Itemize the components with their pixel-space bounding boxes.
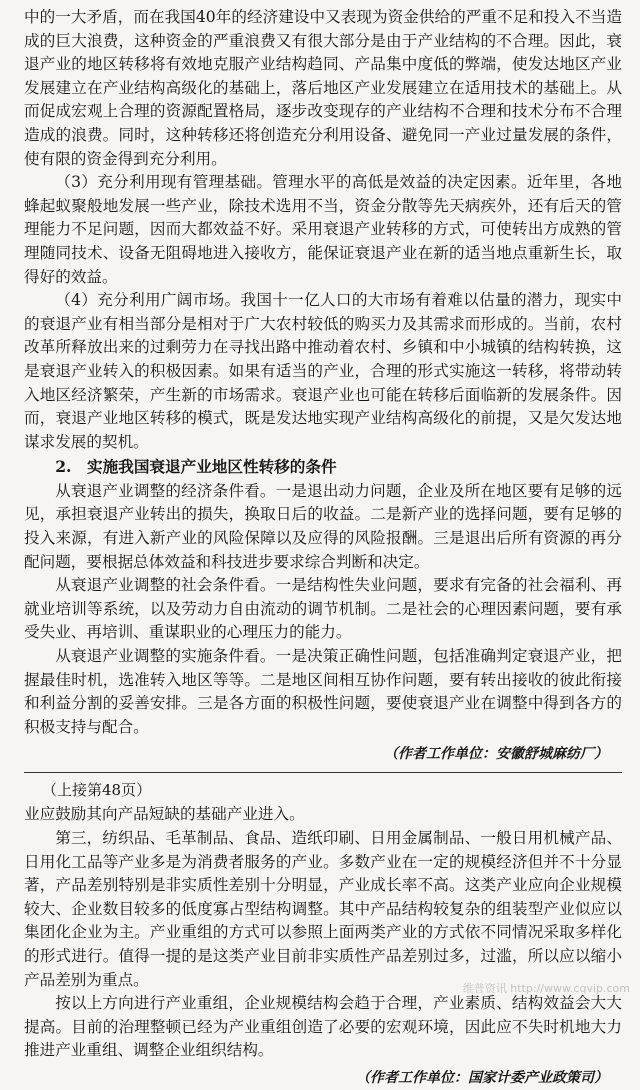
author-affiliation-top: （作者工作单位：安徽舒城麻纺厂）	[384, 746, 608, 763]
watermark-text: 维普资讯 http://www.cqvip.com	[462, 982, 630, 995]
paragraph-management-basis: （3）充分利用现有管理基础。管理水平的高低是效益的决定因素。近年里，各地蜂起蚁聚般地发展一些产业，除技术选用不当，资金分散等先天病疾外，还有后天的管理能力不足问题，因而大都效益不好。采用衰退产业转移的方式，可使转出方成熟的管理随同技术、设备无阻碍地进入接收方，能保证衰退产业在新的适当地点重新生长，取得好的效益。	[24, 173, 622, 286]
paragraph-restructuring-direction: 按以上方向进行产业重组，企业规模结构会趋于合理，产业素质、结构效益会大大提高。目前的治理整顿已经为产业重组创造了必要的宏观环境，因此应不失时机地大力推进产业重组、调整企业组织结构。	[24, 994, 622, 1060]
author-affiliation-bottom: （作者工作单位：国家计委产业政策司）	[356, 1069, 608, 1086]
top-article-section	[24, 6, 622, 766]
paragraph-consumer-industries: 第三，纺织品、毛革制品、食品、造纸印刷、日用金属制品、一般日用机械产品、日用化工品等产业多是为消费者服务的产业。多数产业在一定的规模经济但并不十分显著，产品差别特别是非实质性差别十分明显，产业成长率不高。这类产业应向企业规模较大、企业数目较多的低度寡占型结构调整。其中产品结构较复杂的组装型产业似应以集团化企业为主。产业重组的方式可以参照上面两类产业的方式依不同情况采取多样化的形式进行。值得一提的是这类产业目前非实质性产品差别过多，过滥，所以应以缩小产品差别为重点。	[24, 829, 622, 989]
paragraph-broad-market: （4）充分利用广阔市场。我国十一亿人口的大市场有着难以估量的潜力，现实中的衰退产业有相当部分是相对于广大农村较低的购买力及其需求而形成的。当前，农村改革所释放出来的过剩劳力在寻找出路中推动着农村、乡镇和中小城镇的结构转换，这是衰退产业转入的积极因素。如果有适当的产业，合理的形式实施这一转移，将带动转入地区经济繁荣，产生新的市场需求。衰退产业也可能在转移后面临新的发展条件。因而，衰退产业地区转移的模式，既是发达地实现产业结构高级化的前提，又是欠发达地谋求发展的契机。	[24, 291, 622, 451]
paragraph-economic-conditions: 从衰退产业调整的经济条件看。一是退出动力问题，企业及所在地区要有足够的远见，承担衰退产业转出的损失，换取日后的收益。二是新产业的选择问题，要有足够的投入来源，有进入新产业的风险保障以及应得的风险报酬。三是退出后所有资源的再分配问题，要根据总体效益和科技进步要求综合判断和决定。	[24, 481, 622, 571]
paragraph-implementation-conditions: 从衰退产业调整的实施条件看。一是决策正确性问题，包括准确判定衰退产业，把握最佳时机，选准转入地区等等。二是地区间相互协作问题，要有转出接收的彼此衔接和利益分割的妥善安排。三是各方面的积极性问题，要使衰退产业在调整中得到各方的积极支持与配合。	[24, 647, 622, 736]
bottom-article-section	[24, 779, 622, 1090]
continued-from-note: （上接第48页）	[42, 781, 152, 800]
paragraph-resource-allocation: 中的一大矛盾，而在我国40年的经济建设中又表现为资金供给的严重不足和投入不当造成的巨大浪费，这种资金的严重浪费又有很大部分是由于产业结构的不合理。因此，衰退产业的地区转移将有效地克服产业结构趋同、产品集中度低的弊端，使发达地区产业发展建立在产业结构高级化的基础上，落后地区产业发展建立在适用技术的基础上。从而促成宏观上合理的资源配置格局，逐步改变现存的产业结构不合理和技术分布不合理造成的浪费。同时，这种转移还将创造充分利用设备、避免同一产业过量发展的条件，使有限的资金得到充分利用。	[24, 8, 622, 168]
paragraph-continued-line: 业应鼓励其向产品短缺的基础产业进入。	[24, 805, 305, 824]
paragraph-social-conditions: 从衰退产业调整的社会条件看。一是结构性失业问题，要求有完备的社会福利、再就业培训等系统，以及劳动力自由流动的调节机制。二是社会的心理因素问题，要有承受失业、再培训、重谋职业的心理压力的能力。	[24, 576, 622, 642]
section-heading-conditions: 2. 实施我国衰退产业地区性转移的条件	[55, 457, 337, 477]
section-divider	[24, 772, 622, 773]
